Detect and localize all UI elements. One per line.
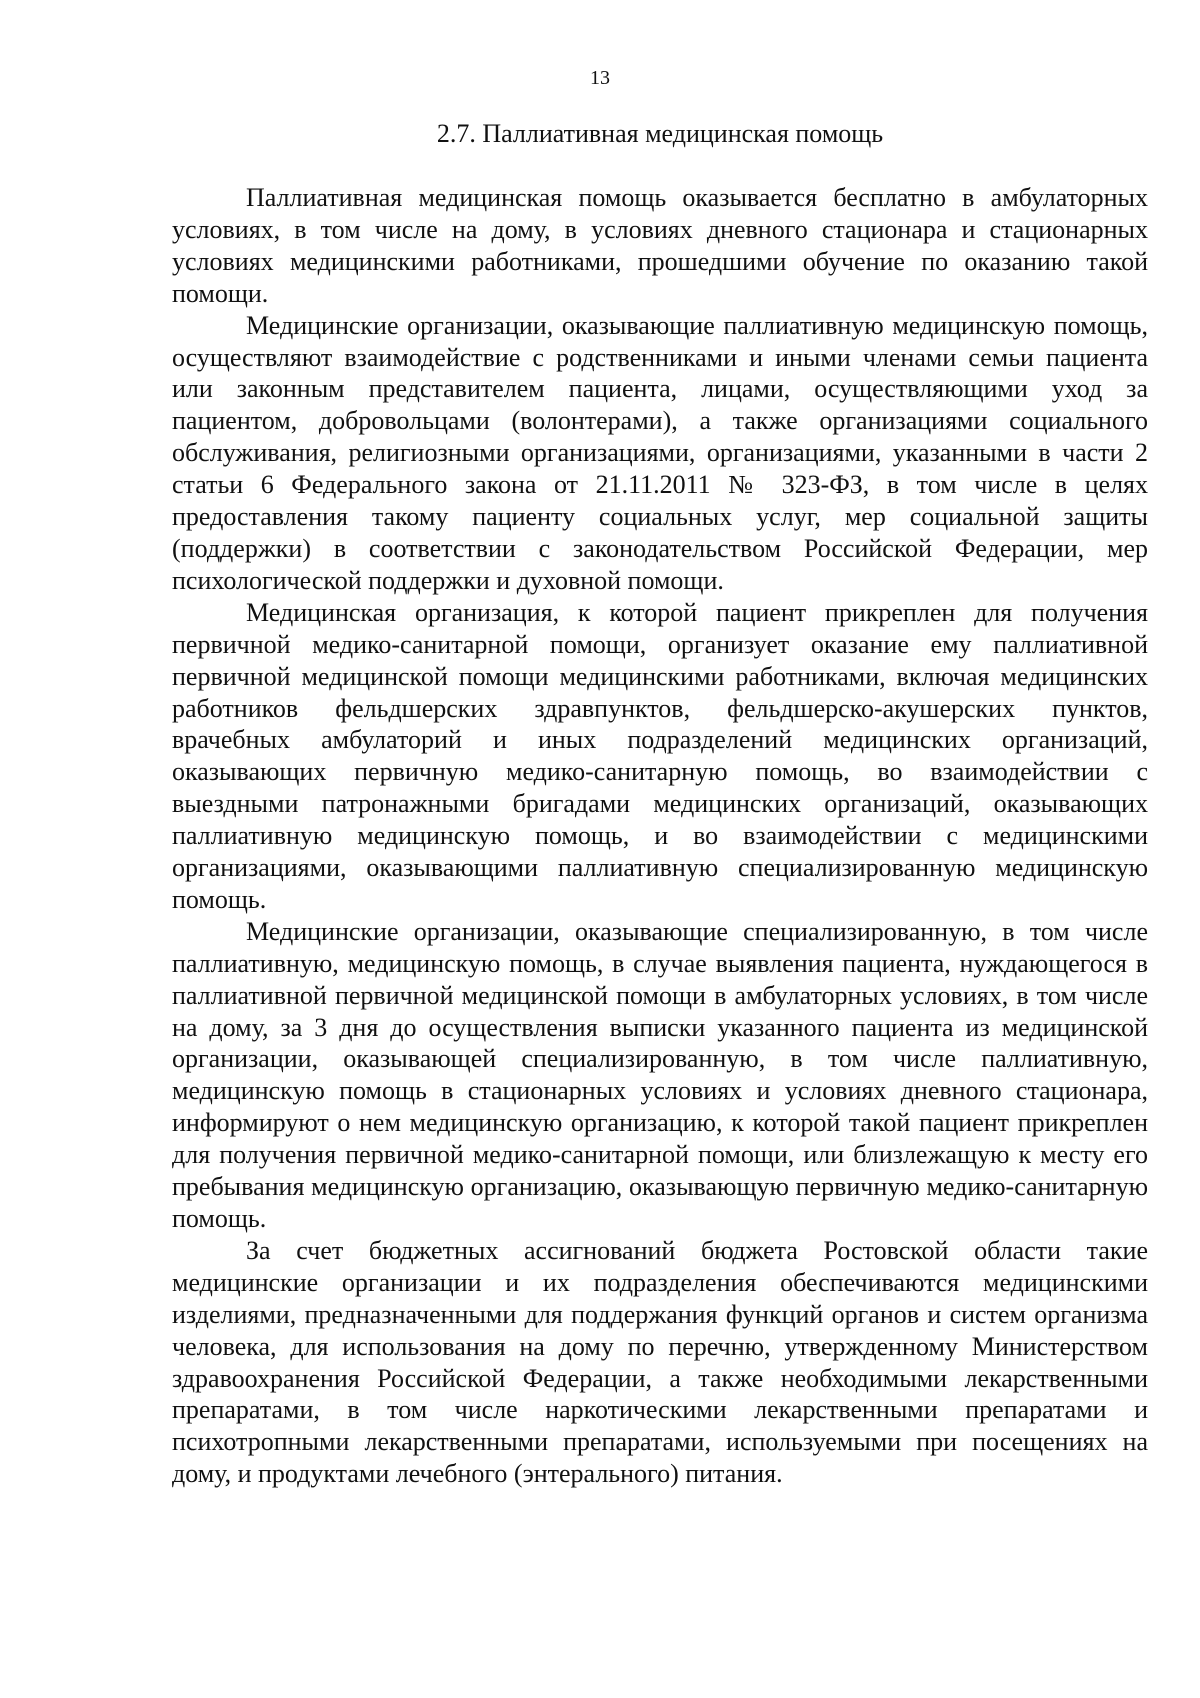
paragraph: Медицинские организации, оказывающие паллиативную медицинскую помощь, осуществляют взаимодействие с родственниками и иными членами семьи пациента или законным представителем пациента, лицами, осуществляющими уход за пациентом, добровольцами (волонтерами), а также организациями социального обслуживания, религиозными организациями, организациями, указанными в части 2 статьи 6 Федерального закона от 21.11.2011 № 323-ФЗ, в том числе в целях предоставления такому пациенту социальных услуг, мер социальной защиты (поддержки) в соответствии с законодательством Российской Федерации, мер психологической поддержки и духовной помощи. bbox=[172, 310, 1148, 595]
page-number: 13 bbox=[590, 67, 610, 89]
paragraph: Медицинская организация, к которой пациент прикреплен для получения первичной медико-санитарной помощи, организует оказание ему паллиативной первичной медицинской помощи медицинскими работниками, включая медицинских работников фельдшерских здравпунктов, фельдшерско-акушерских пунктов, врачебных амбулаторий и иных подразделений медицинских организаций, оказывающих первичную медико-санитарную помощь, во взаимодействии с выездными патронажными бригадами медицинских организаций, оказывающих паллиативную медицинскую помощь, и во взаимодействии с медицинскими организациями, оказывающими паллиативную специализированную медицинскую помощь. bbox=[172, 597, 1148, 914]
paragraph: За счет бюджетных ассигнований бюджета Ростовской области такие медицинские организации и их подразделения обеспечиваются медицинскими изделиями, предназначенными для поддержания функций органов и систем организма человека, для использования на дому по перечню, утвержденному Министерством здравоохранения Российской Федерации, а также необходимыми лекарственными препаратами, в том числе наркотическими лекарственными препаратами и психотропными лекарственными препаратами, используемыми при посещениях на дому, и продуктами лечебного (энтерального) питания. bbox=[172, 1235, 1148, 1489]
paragraph: Паллиативная медицинская помощь оказывается бесплатно в амбулаторных условиях, в том числе на дому, в условиях дневного стационара и стационарных условиях медицинскими работниками, прошедшими обучение по оказанию такой помощи. bbox=[172, 183, 1148, 308]
body-text bbox=[172, 182, 1148, 1490]
section-title: 2.7. Паллиативная медицинская помощь bbox=[436, 119, 884, 148]
paragraph: Медицинские организации, оказывающие специализированную, в том числе паллиативную, медицинскую помощь, в случае выявления пациента, нуждающегося в паллиативной первичной медицинской помощи в амбулаторных условиях, в том числе на дому, за 3 дня до осуществления выписки указанного пациента из медицинской организации, оказывающей специализированную, в том числе паллиативную, медицинскую помощь в стационарных условиях и условиях дневного стационара, информируют о нем медицинскую организацию, к которой такой пациент прикреплен для получения первичной медико-санитарной помощи, или близлежащую к месту его пребывания медицинскую организацию, оказывающую первичную медико-санитарную помощь. bbox=[172, 916, 1148, 1233]
